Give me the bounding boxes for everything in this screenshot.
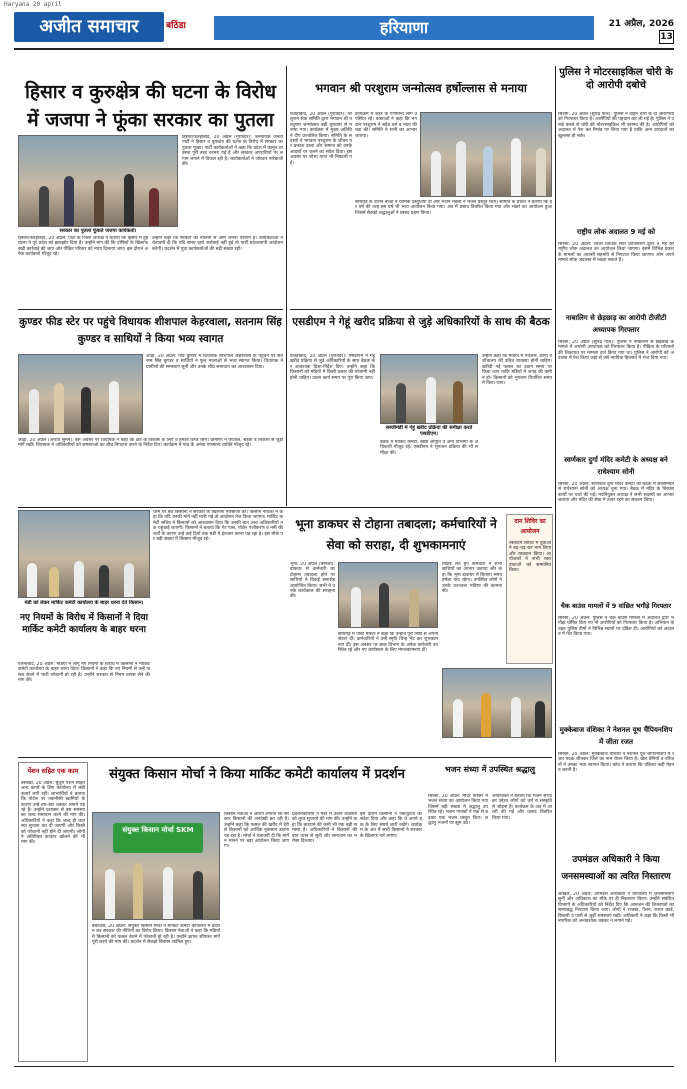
bhuna-body-1: भूना, 20 अप्रैल (सिंगला): डाकघर से कर्मचारी का टोहाना तबादला होने पर साथियों ने विदाई समारोह आयोजित किया। सभी ने उनके कार्यकाल की सराहना की। xyxy=(290,562,335,600)
daan-headline: दान शिविर का आयोजन xyxy=(514,518,546,535)
kisan-body-1: ऐलनाबाद, 20 अप्रैल: मंडियों में लागू नए नियमों के विरोध में किसानों ने मार्किट कमेटी कार्यालय के बाहर धरना दिया। किसानों ने कहा कि नए नियमों से उन्हें फसल बेचने में भारी परेशानी हो रही है। उन्होंने सरकार से नियम वापस लेने की मांग की। xyxy=(18,662,150,684)
muay-headline: मुक्केबाज वंशिका ने नेशनल यूथ चैंपियनशिप में जीता रजत xyxy=(559,726,673,746)
bhuna-body-3: विदाई लेते हुए कर्मचारी ने सभी साथियों का आभार जताया और कहा कि भूना डाकघर में बिताया समय हमेशा याद रहेगा। उपस्थित लोगों ने उनके उज्ज्वल भविष्य की कामना की। xyxy=(442,562,502,595)
bhajan-headline: भजन संध्या में उपस्थित श्रद्धालु xyxy=(444,765,536,774)
bhajan-photo xyxy=(442,668,552,738)
issue-date: 21 अप्रैल, 2026 xyxy=(608,19,674,29)
parshuram-headline: भगवान श्री परशुराम जन्मोत्सव हर्षोल्लास से मनाया xyxy=(315,82,527,95)
kundu-headline: कुण्डर फीड स्टेर पर पहुंचे विधायक शीशपाल केहरवाला, सतनाम सिंह कुण्डर व साथियों ने किया भव्य स्वागत xyxy=(19,316,282,345)
sdm-body-2: बैठक में मार्किट कमेटी, खाद्य आपूर्ति व अन्य विभागों के अधिकारी मौजूद रहे। एसडीएम ने भुगतान प्रक्रिया की भी समीक्षा की। xyxy=(380,440,478,456)
upmandal-headline: उपमंडल अधिकारी ने किया जनसमस्याओं का त्वरित निस्तारण xyxy=(561,855,671,882)
sdm-body-3: उन्होंने कहा कि मंडियों में पेयजल, छाया व शौचालय की उचित व्यवस्था होनी चाहिए। खरीदी गई फसल का उठान समय पर किया जाए ताकि मंडियों में जगह की कमी न हो। किसानों को भुगतान निर्धारित समय में किया जाए। xyxy=(482,354,552,387)
parshuram-photo xyxy=(420,112,552,197)
hisar-body-3: उन्होंने कहा कि सरकार की नीतियों से आम जनता परेशान है। कार्यकर्ताओं ने चेतावनी दी कि यदि समय रहते कार्रवाई नहीं हुई तो पार्टी प्रदेशव्यापी आंदोलन करेगी। प्रदर्शन में युवा कार्यकर्ताओं की बड़ी संख्या रही। xyxy=(152,236,283,252)
daan-box xyxy=(506,514,553,664)
masthead xyxy=(14,12,674,46)
parshuram-body-3: समारोह के दौरान बच्चों ने धार्मिक प्रस्तुतियां दीं और भजन मंडली ने भजन प्रस्तुत किए। समिति के प्रधान ने बताया कि हर वर्ष की तरह इस वर्ष भी भव्य आयोजन किया गया। अंत में प्रसाद वितरित किया गया और भंडारे का आयोजन हुआ जिसमें सैकड़ों श्रद्धालुओं ने प्रसाद ग्रहण किया। xyxy=(355,200,552,216)
nabalig-body: सिरसा, 20 अप्रैल (सुरिंद्र पाल): पुलिस ने नाबालिग से छेड़छाड़ के मामले में आरोपी अध्यापक को गिरफ्तार किया है। पीड़िता के परिजनों की शिकायत पर मामला दर्ज किया गया था। पुलिस ने आरोपी को अदालत में पेश किया जहां से उसे न्यायिक हिरासत में भेज दिया गया। xyxy=(558,340,674,362)
police-headline: पुलिस ने मोटरसाइकिल चोरी के दो आरोपी दबोचे xyxy=(559,67,673,91)
paper-logo xyxy=(14,12,204,42)
hisar-body-1: हिसार/फतेहाबाद, 20 अप्रैल (गुरविंदर): जननायक जनता पार्टी ने हिसार व कुरुक्षेत्र की घटना के विरोध में सरकार का पुतला फूंका। पार्टी कार्यकर्ताओं ने कहा कि प्रदेश में कानून व्यवस्था पूरी तरह चरमरा गई है और सरकार अपराधियों पर लगाम लगाने में विफल रही है। कार्यकर्ताओं ने जोरदार नारेबाजी की। xyxy=(182,135,283,168)
section-bar xyxy=(214,16,594,40)
daan-body: रक्तदान शिविर में युवाओं ने बढ़-चढ़ कर भाग लिया और रक्तदान किया। आयोजकों ने सभी रक्तदाताओं को सम्मानित किया। xyxy=(509,541,551,574)
skm-body-2: किसान नेताओं ने आरोप लगाया कि सरकार किसानों की अनदेखी कर रही है। उन्होंने कहा कि फसल की खरीद में देरी से किसानों को आर्थिक नुकसान उठाना पड़ रहा है। मोर्चा ने चेतावनी दी कि मांगें न मानने पर बड़ा आंदोलन किया जाएगा। xyxy=(224,812,289,850)
parshuram-body-2: कार्यक्रम में शहर के गणमान्य लोग उपस्थित रहे। वक्ताओं ने कहा कि भगवान परशुराम ने सदैव धर्म व न्याय की रक्षा की। समिति ने सभी का आभार जताया। xyxy=(355,112,417,139)
bhajan-body-1: सिरसा, 20 अप्रैल: मंदिर परिसर में भजन संध्या का आयोजन किया गया जिसमें बड़ी संख्या में श्रद्धालु उपस्थित रहे। भजन गायकों ने एक से बढ़कर एक भजन प्रस्तुत किए। श्रद्धालु भजनों पर झूम उठे। xyxy=(428,794,488,827)
page-number: 13 xyxy=(660,32,673,42)
skm-headline: संयुक्त किसान मोर्चा ने किया मार्किट कमेटी कार्यालय में प्रदर्शन xyxy=(109,767,405,782)
bhuna-body-2: समारोह में पोस्ट मास्टर ने कहा कि उन्होंने पूरी निष्ठा से अपनी सेवाएं दीं। कर्मचारियों ने उन्हें स्मृति चिन्ह भेंट कर शुभकामनाएं दीं। इस अवसर पर डाक विभाग के अनेक कर्मचारी उपस्थित रहे और नए कार्यस्थल के लिए मंगलकामनाएं दीं। xyxy=(338,632,438,654)
edition-label: बठिंडा xyxy=(166,21,186,31)
sdm-headline: एसडीएम ने गेहूं खरीद प्रक्रिया से जुड़े अधिकारियों के साथ की बैठक xyxy=(292,316,550,328)
paper-name: अजीत समाचार xyxy=(14,12,164,42)
skm-banner: संयुक्त किसान मोर्चा SKM xyxy=(113,823,203,853)
bhuna-headline: भूना डाकघर से टोहाना तबादला; कर्मचारियों ने सेवा को सराहा, दी शुभकामनाएं xyxy=(295,517,497,552)
parshuram-body-1: फतेहाबाद, 20 अप्रैल (गुरविंदर): परशुराम सेवा समिति द्वारा भगवान श्री परशुराम जन्मोत्सव बड़ी धूमधाम से मनाया गया। कार्यक्रम में मुख्य अतिथि ने दीप प्रज्वलित किया। समिति के सदस्यों ने भगवान परशुराम के जीवन पर प्रकाश डाला और समाज को उनके आदर्शों पर चलने का संदेश दिया। इस अवसर पर शोभा यात्रा भी निकाली गई। xyxy=(290,112,352,166)
swarnkar-headline: स्वर्णकार दुर्गा मंदिर कमेटी के अध्यक्ष बने राधेश्याम सोनी xyxy=(564,456,668,476)
upmandal-body: जाखल, 20 अप्रैल: उपमंडल अधिकारी ने कार्यालय में जनसमस्याएं सुनीं और अधिकांश का मौके पर ही निस्तारण किया। उन्होंने संबंधित विभागों के अधिकारियों को निर्देश दिए कि आमजन की शिकायतों का समयबद्ध निपटारा किया जाए। लोगों ने राजस्व, पेंशन, राशन कार्ड, बिजली व पानी से जुड़ी समस्याएं रखीं। अधिकारी ने कहा कि किसी भी नागरिक को अनावश्यक चक्कर न लगाने पड़ें। xyxy=(558,892,674,925)
bhuna-photo xyxy=(338,562,438,628)
cheque-headline: चैक बाउंस मामलों में 9 वांछित भगौड़े गिरफ्तार xyxy=(560,602,672,610)
footer-rule xyxy=(14,1066,674,1067)
sdm-body-1: फतेहाबाद, 20 अप्रैल (गुरविंदर): एसडीएम ने गेहूं खरीद प्रक्रिया से जुड़े अधिकारियों के साथ बैठक कर आवश्यक दिशा-निर्देश दिए। उन्होंने कहा कि किसानों को मंडियों में किसी प्रकार की परेशानी नहीं होनी चाहिए। उठान कार्य समय पर पूरा किया जाए। xyxy=(290,354,375,381)
police-body: सिरसा, 20 अप्रैल (सुरिंद्र पाल): पुलिस ने वाहन चोरी के दो आरोपियों को गिरफ्तार किया है। आरोपियों की पहचान कर ली गई है। पुलिस ने उनके कब्जे से चोरी की मोटरसाइकिल भी बरामद की है। आरोपियों को अदालत में पेश कर रिमांड पर लिया गया है ताकि अन्य वारदातों का खुलासा हो सके। xyxy=(558,112,674,139)
skm-body-1: डबवाली, 20 अप्रैल: संयुक्त किसान मोर्चा ने मार्किट कमेटी कार्यालय में प्रदर्शन कर सरकार की नीतियों का विरोध किया। किसान नेताओं ने कहा कि मंडियों में किसानों को फसल बेचने में परेशानी हो रही है। उन्होंने ज्ञापन सौंपकर मांगें पूरी करने की मांग की। प्रदर्शन में सैकड़ों किसान शामिल हुए। xyxy=(92,924,220,946)
divider-band3 xyxy=(18,757,552,758)
skm-photo xyxy=(92,812,220,920)
sdm-photo xyxy=(380,354,478,424)
divider-hisar xyxy=(18,309,283,310)
sdm-caption: सब्जीमंडी में गेहूं खरीद प्रक्रिया की समीक्षा करते एसडीएम। xyxy=(385,425,473,437)
rashtriya-body: सिरसा, 20 अप्रैल: जिला विधिक सेवा प्राधिकरण द्वारा 9 मई को राष्ट्रीय लोक अदालत का आयोजन किया जाएगा। इसमें विभिन्न प्रकार के मामलों का आपसी सहमति से निपटारा किया जाएगा। लोग अपने मामले लोक अदालत में रखवा सकते हैं। xyxy=(558,242,674,264)
pension-headline: पेंशन सहित एक काम xyxy=(27,767,79,775)
skm-body-4: इस दौरान किसानों ने एकजुटता का संदेश दिया और कहा कि वे अपने हक के लिए संघर्ष जारी रखेंगे। कार्यक्रम के अंत में सभी किसानों ने सरकार के खिलाफ नारे लगाए। xyxy=(360,812,422,839)
hisar-body-2: हिसार/फतेहाबाद, 20 अप्रैल: पार्टी के जिला अध्यक्ष ने बताया कि हिसार में हुई घटना ने पूरे प्रदेश को झकझोर दिया है। उन्होंने मांग की कि दोषियों के खिलाफ कड़ी कार्रवाई की जाए और पीड़ित परिवार को न्याय दिलाया जाए। इस दौरान अनेक कार्यकर्ता मौजूद रहे। xyxy=(18,236,148,258)
kundu-body-1: ओढ़ां, 20 अप्रैल: गांव कुण्डर में विधायक शीशपाल केहरवाला के पहुंचने पर सतनाम सिंह कुण्डर व साथियों ने फूल मालाओं से भव्य स्वागत किया। विधायक ने ग्रामीणों की समस्याएं सुनीं और उनके शीघ्र समाधान का आश्वासन दिया। xyxy=(146,354,283,370)
pension-body: बैसाखी, 20 अप्रैल: बुजुर्ग पेंशन सहित अन्य कार्यों के लिए कार्यालय में लंबी कतारें लगी रहीं। लाभार्थियों ने बताया कि पोर्टल पर तकनीकी खामियों के कारण उन्हें बार-बार चक्कर लगाने पड़ रहे हैं। उन्होंने प्रशासन से इस समस्या का जल्द समाधान करने की मांग की। अधिकारियों ने कहा कि जल्द ही व्यवस्था सुचारू कर दी जाएगी और किसी को परेशानी नहीं होने दी जाएगी। लोगों ने अतिरिक्त काउंटर खोलने की भी मांग की। xyxy=(21,781,85,846)
print-header: Haryana 20 april xyxy=(4,1,62,8)
masthead-rule xyxy=(14,48,674,50)
bhajan-body-2: आयोजकों ने बताया कि भजन संध्या का उद्देश्य लोगों को धर्म व संस्कृति से जोड़ना है। कार्यक्रम के अंत में आरती की गई और प्रसाद वितरित किया गया। xyxy=(492,794,552,821)
col-rule-2 xyxy=(555,66,556,1062)
hisar-caption: सरकार का पुतला फूंकते जजपा कार्यकर्ता। xyxy=(59,228,137,234)
muay-body: सिरसा, 20 अप्रैल: मुक्केबाज वंशिका ने नेशनल यूथ चैंपियनशिप में रजत पदक जीतकर जिले का नाम रोशन किया है। खेल प्रेमियों व परिजनों ने उनका भव्य स्वागत किया। कोच ने बताया कि वंशिका कड़ी मेहनत करती है। xyxy=(558,752,674,774)
kisan-caption: मंडी को लेकर मार्किट कमेटी कार्यालय के बाहर धरना देते किसान। xyxy=(24,600,144,606)
kisan-body-2: धरने पर बैठे किसानों ने सरकार के खिलाफ नारेबाजी की। किसान नेताओं ने कहा कि यदि उनकी मांगें नहीं मानी गईं तो आंदोलन तेज किया जाएगा। मार्किट कमेटी सचिव ने किसानों को आश्वासन दिया कि उनकी बात उच्च अधिकारियों तक पहुंचाई जाएगी। किसानों ने बताया कि गेट पास, पोर्टल पंजीकरण व नमी की शर्तों के कारण उन्हें कई दिनों तक मंडी में इंतजार करना पड़ रहा है। इस मौके पर बड़ी संख्या में किसान मौजूद रहे। xyxy=(153,510,283,543)
cheque-body: सिरसा, 20 अप्रैल: पुलिस ने चैक बाउंस मामलों में अदालत द्वारा भगौड़ा घोषित किए गए नौ आरोपियों को गिरफ्तार किया है। अभियान के तहत पुलिस टीमों ने विभिन्न स्थानों पर दबिश दी। आरोपियों को अदालत में पेश किया गया। xyxy=(558,616,674,638)
kundu-photo xyxy=(18,354,143,434)
divider-parshuram xyxy=(290,309,552,310)
kisan-photo xyxy=(18,510,150,598)
kundu-body-2: ओढ़ां, 20 अप्रैल (अजीत सुमन): इस अवसर पर विधायक ने कहा कि क्षेत्र के विकास के लिए वे हमेशा तत्पर रहेंगे। ग्रामीणों ने पेयजल, सड़क व बिजली से जुड़ी मांगें रखीं। विधायक ने अधिकारियों को समस्याओं का शीघ्र निपटारा करने के निर्देश दिए। कार्यक्रम में गांव के अनेक गणमान्य व्यक्ति मौजूद रहे। xyxy=(18,438,283,449)
pension-box xyxy=(18,762,88,1062)
section-title: हरियाणा xyxy=(379,18,429,37)
rashtriya-headline: राष्ट्रीय लोक अदालत 9 मई को xyxy=(576,228,656,236)
hisar-headline: हिसार व कुरुक्षेत्र की घटना के विरोध में जजपा ने फूंका सरकार का पुतला xyxy=(24,81,277,131)
skm-body-3: प्रदर्शनकारियों ने मंडी में उठान व्यवस्था को तुरंत सुधारने की मांग की। उन्होंने कहा कि बारदाने की कमी भी एक बड़ी समस्या है। अधिकारियों ने किसानों की बात ध्यान से सुनी और समाधान का भरोसा दिलाया। xyxy=(292,812,357,845)
swarnkar-body: सिरसा, 20 अप्रैल: स्वर्णकार दुर्गा मंदिर कमेटी की बैठक में सर्वसम्मति से राधेश्याम सोनी को अध्यक्ष चुना गया। बैठक में मंदिर के विकास कार्यों पर चर्चा की गई। नवनियुक्त अध्यक्ष ने सभी सदस्यों का आभार जताया और मंदिर की सेवा में तत्पर रहने का संकल्प लिया। xyxy=(558,482,674,504)
nabalig-headline: नाबालिग से छेड़छाड़ का आरोपी टीजीटी अध्यापक गिरफ्तार xyxy=(565,314,667,334)
kisan-headline: नए नियमों के विरोध में किसानों ने दिया मार्किट कमेटी कार्यालय के बाहर धरना xyxy=(20,613,148,635)
hisar-photo xyxy=(18,135,178,227)
col-rule-1 xyxy=(286,66,287,506)
divider-band2 xyxy=(18,507,552,508)
